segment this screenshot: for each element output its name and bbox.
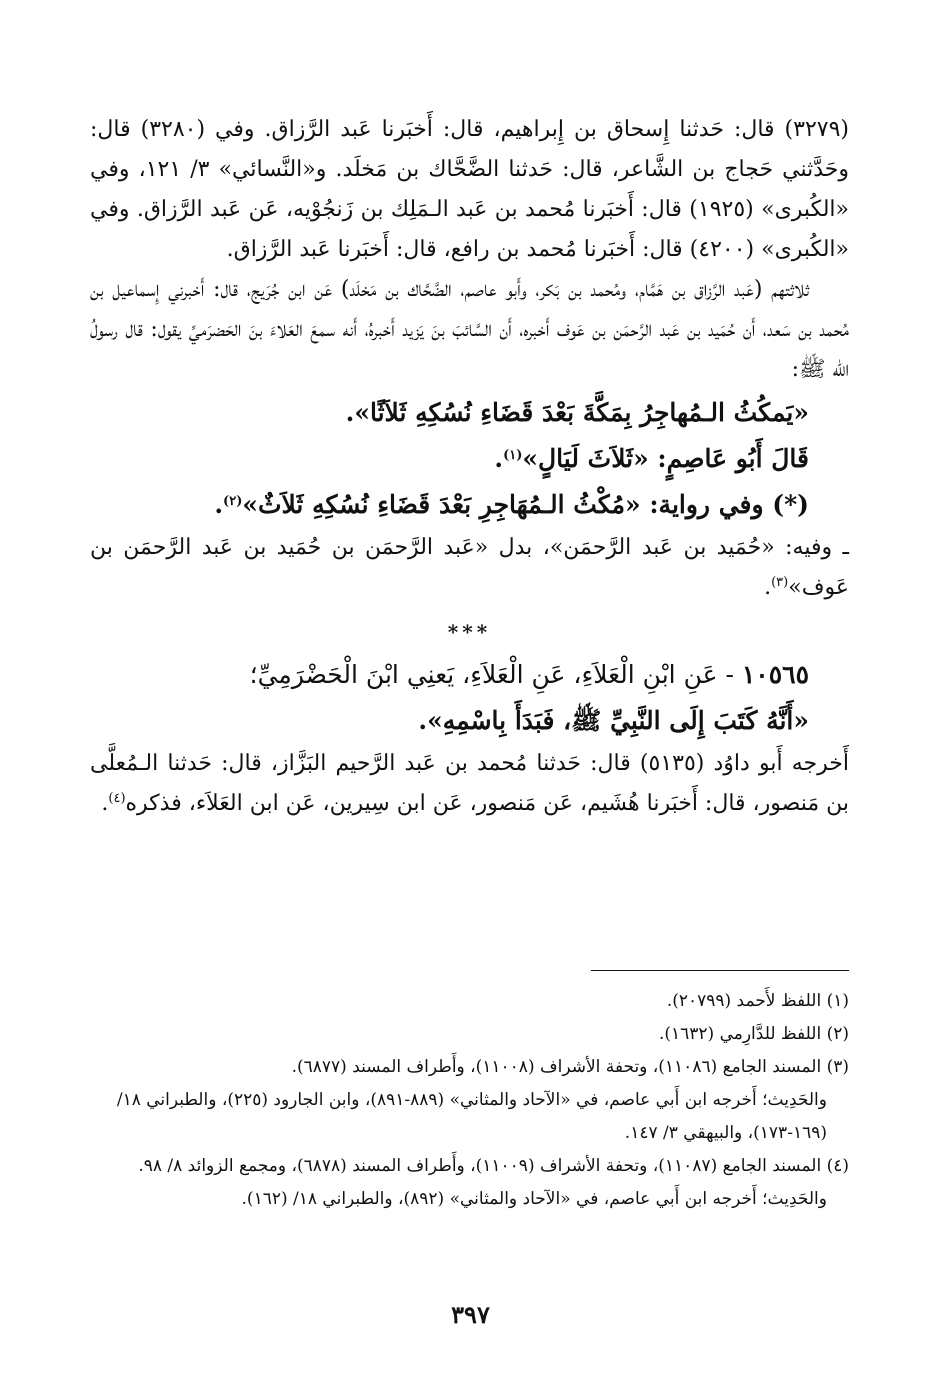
note-line: ـ وفيه: «حُمَيد بن عَبد الرَّحمَن»، بدل «عَبد الرَّحمَن بن حُمَيد بن عَبد الرَّحمَن بن عَوف»$^{(٣)}$. <box>90 535 849 600</box>
footnote-ref-1: (١) <box>503 448 523 463</box>
footnote-3-continuation: والحَدِيث؛ أَخرجه ابن أَبي عاصم، في «الآحاد والمثاني» (٨٨٩-٨٩١)، وابن الجارود (٢٢٥)، والطبراني ١٨/ (١٦٩-١٧٣)، والبيهقي ٣/ ١٤٧. <box>116 1090 827 1143</box>
footnote-4: (٤) المسند الجامع (١١٠٨٧)، وتحفة الأشراف (١١٠٠٩)، وأَطراف المسند (٦٨٧٨)، ومجمع الزوائد ٨/ ٩٨. <box>138 1156 849 1176</box>
footnotes-section <box>89 985 849 1216</box>
isnad-paragraph: (٣٢٧٩) قال: حَدثنا إِسحاق بن إِبراهيم، قال: أَخبَرنا عَبد الرَّزاق. وفي (٣٢٨٠) قال: وحَدَّثني حَجاج بن الشَّاعر، قال: حَدثنا الضَّحَّاك بن مَخلَد. و«النَّسائي» ٣/ ١٢١، وفي «الكُبرى» (١٩٢٥) قال: أَخبَرنا مُحمد بن عَبد الـمَلِك بن زَنجُوْيه، عَن عَبد الرَّزاق. وفي «الكُبرى» (٤٢٠٠) قال: أَخبَرنا مُحمد بن رافع، قال: أَخبَرنا عَبد الرَّزاق. <box>90 117 850 262</box>
footnote-ref-3: (٣) <box>771 575 789 590</box>
footnote-3: (٣) المسند الجامع (١١٠٨٦)، وتحفة الأشراف (١١٠٠٨)، وأَطراف المسند (٦٨٧٧). <box>291 1057 849 1077</box>
takhrij-text: أَخرجه أَبو داوُد (٥١٣٥) قال: حَدثنا مُحمد بن عَبد الرَّحيم البَزَّاز، قال: حَدثنا الـمُعلَّى بن مَنصور، قال: أَخبَرنا هُشَيم، عَن مَنصور، عَن ابن سِيرين، عَن ابن العَلاَء، فذكره <box>90 751 849 816</box>
takhrij-paragraph: أَخرجه أَبو داوُد (٥١٣٥) قال: حَدثنا مُحمد بن عَبد الرَّحيم البَزَّاز، قال: حَدثنا الـمُعلَّى بن مَنصور، قال: أَخبَرنا هُشَيم، عَن مَنصور، عَن ابن سِيرين، عَن ابن العَلاَء، فذكره$^{(٤)}$. <box>90 751 849 816</box>
footnote-ref-2: (٢) <box>223 494 243 509</box>
hadith-heading <box>90 652 849 698</box>
page-number: ٣٩٧ <box>451 1300 490 1329</box>
abu-asim-text: قَالَ أَبُو عَاصِمٍ: «ثَلاَثَ لَيَالٍ» <box>522 444 809 473</box>
section-separator: *** <box>447 620 492 644</box>
narrators-paragraph: ثلاثتهم (عَبد الرَّزاق بن هَمَّام، ومُحمد بن بَكر، وأَبو عاصم، الضَّحَّاك بن مَخلَد) عَن ابن جُرَيج، قال: أَخبرني إِسماعيل بن مُحمد بن سَعد، أَن حُمَيد بن عَبد الرَّحمَن بن عَوف أَخبره، أَن السَّائبَ بنَ يَزيد أَخبرهُ، أَنه سمعَ العَلاءَ بنَ الحَضرَميِّ يقول: قال رسولُ الله ﷺ: <box>90 277 849 382</box>
footnote-1: (١) اللفظ لأَحمد (٢٠٧٩٩). <box>666 991 849 1011</box>
hadith-text-2: «أَنَّهُ كَتَبَ إِلَى النَّبِيِّ ﷺ، فَبَدَأَ بِاسْمِهِ». <box>418 706 809 735</box>
footnote-2: (٢) اللفظ للدَّارِمي (١٦٣٢). <box>658 1024 849 1044</box>
hadith-text: «يَمكُثُ الـمُهاجِرُ بِمَكَّةَ بَعْدَ قَضَاءِ نُسُكِهِ ثَلاَثًا». <box>345 398 809 427</box>
variant-text: (*) وفي رواية: «مُكْثُ الـمُهَاجِرِ بَعْدَ قَضَاءِ نُسُكِهِ ثَلاَثٌ» <box>242 490 809 519</box>
footnote-4-continuation: والحَدِيث؛ أَخرجه ابن أَبي عاصم، في «الآحاد والمثاني» (٨٩٢)، والطبراني ١٨/ (١٦٢). <box>241 1189 827 1209</box>
hadith-chain: - عَنِ ابْنِ الْعَلاَءِ، عَنِ الْعَلاَءِ، يَعنِي ابْنَ الْحَضْرَمِيِّ؛ <box>249 660 734 689</box>
abu-asim-line: قَالَ أَبُو عَاصِمٍ: «ثَلاَثَ لَيَالٍ»$^{(١)}$. <box>494 444 809 473</box>
footnote-ref-4: (٤) <box>108 791 126 806</box>
note-text: ـ وفيه: «حُمَيد بن عَبد الرَّحمَن»، بدل «عَبد الرَّحمَن بن حُمَيد بن عَبد الرَّحمَن بن عَوف» <box>90 535 849 600</box>
footnote-divider <box>591 970 849 971</box>
hadith-number: ١٠٥٦٥ <box>741 660 809 689</box>
main-text <box>90 110 849 824</box>
variant-line: (*) وفي رواية: «مُكْثُ الـمُهَاجِرِ بَعْدَ قَضَاءِ نُسُكِهِ ثَلاَثٌ»$^{(٢)}$. <box>214 490 809 519</box>
